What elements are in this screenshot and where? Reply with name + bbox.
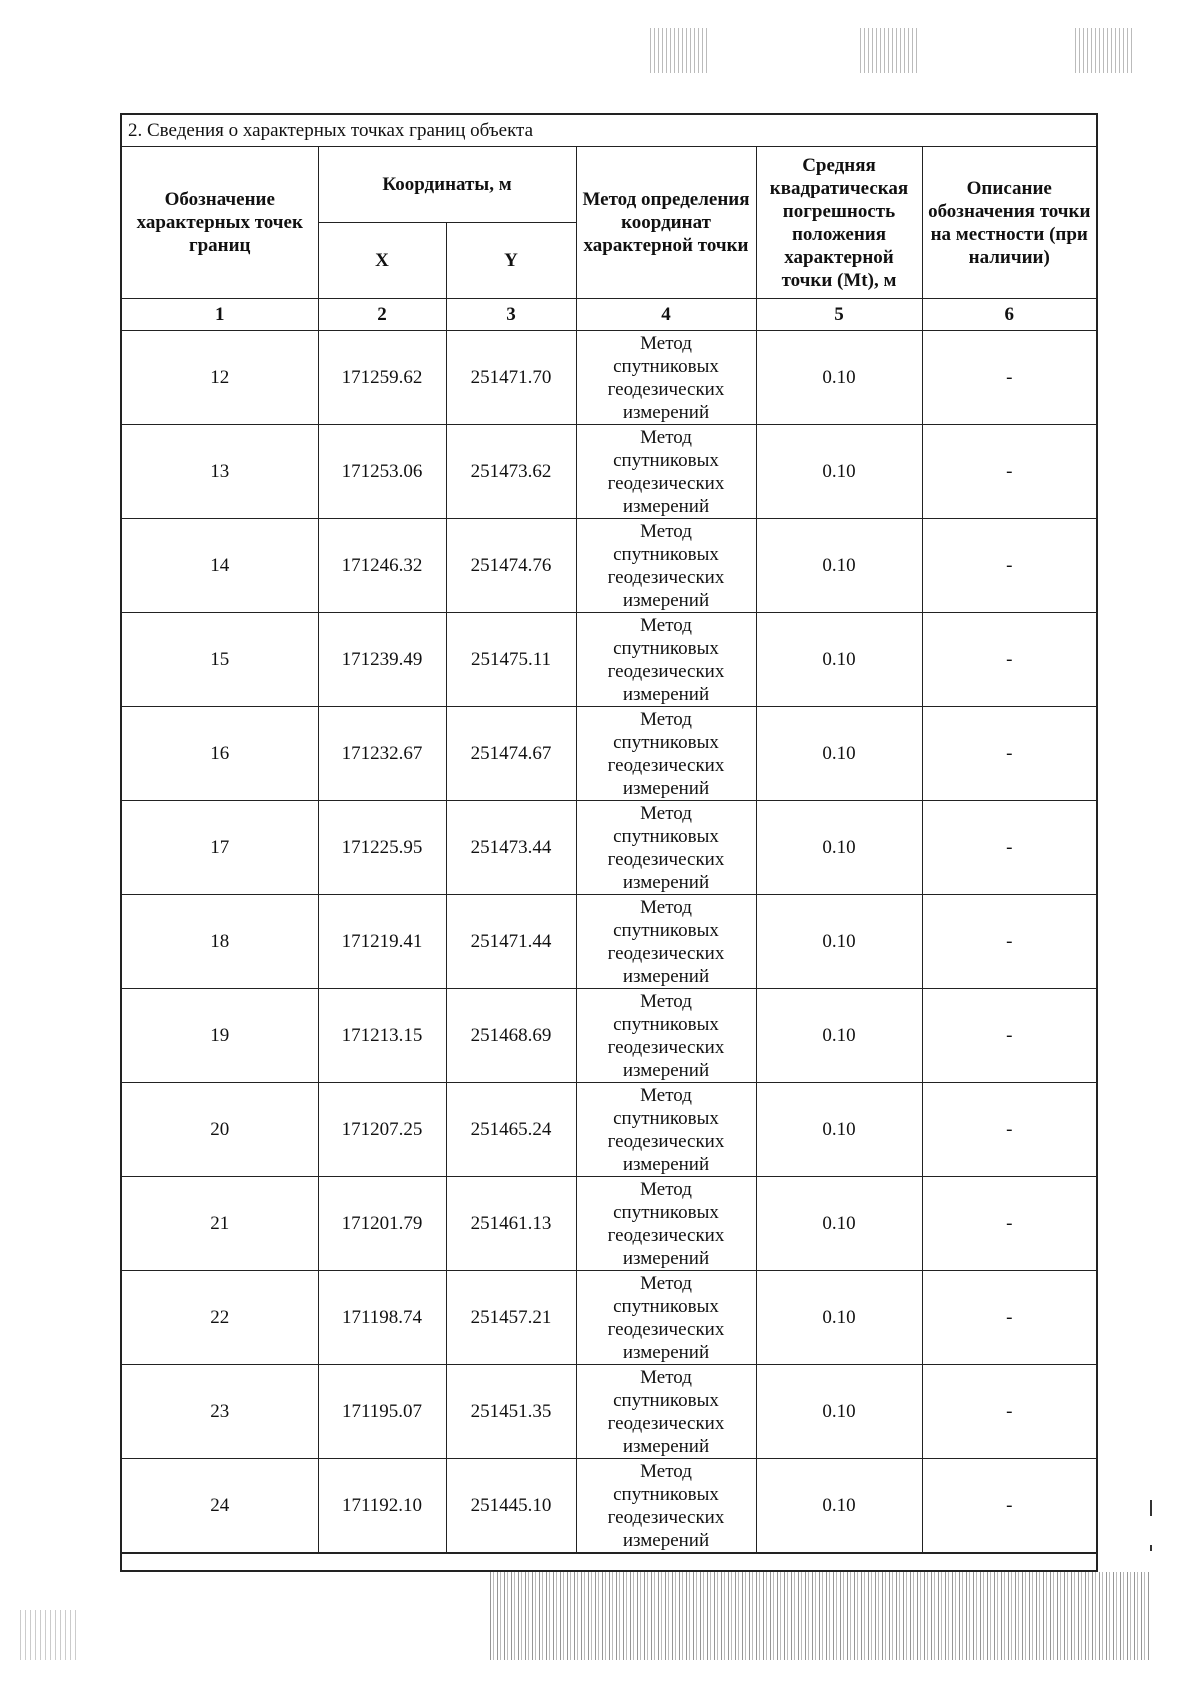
coord-y: 251473.44 xyxy=(446,801,576,895)
description-cell: - xyxy=(922,1271,1096,1365)
coord-y: 251474.76 xyxy=(446,519,576,613)
column-number-row xyxy=(122,299,1096,331)
coord-y: 251471.70 xyxy=(446,331,576,425)
coord-x: 171259.62 xyxy=(318,331,446,425)
coord-x: 171192.10 xyxy=(318,1459,446,1553)
coord-y: 251461.13 xyxy=(446,1177,576,1271)
point-id: 19 xyxy=(122,989,318,1083)
header-coordinates: Координаты, м xyxy=(318,147,576,223)
method-cell: Метод спутниковых геодезических измерений xyxy=(576,519,756,613)
header-y: Y xyxy=(446,223,576,299)
coord-y: 251451.35 xyxy=(446,1365,576,1459)
method-cell: Метод спутниковых геодезических измерений xyxy=(576,425,756,519)
table-row xyxy=(122,895,1096,989)
column-number: 2 xyxy=(318,299,446,331)
description-cell: - xyxy=(922,1083,1096,1177)
column-number: 5 xyxy=(756,299,922,331)
coord-y: 251471.44 xyxy=(446,895,576,989)
column-number: 4 xyxy=(576,299,756,331)
header-error: Средняя квадратическая погрешность положения характерной точки (Mt), м xyxy=(756,147,922,299)
error-cell: 0.10 xyxy=(756,425,922,519)
table-row xyxy=(122,331,1096,425)
column-number: 6 xyxy=(922,299,1096,331)
method-cell: Метод спутниковых геодезических измерений xyxy=(576,895,756,989)
coord-x: 171213.15 xyxy=(318,989,446,1083)
method-cell: Метод спутниковых геодезических измерений xyxy=(576,1271,756,1365)
method-cell: Метод спутниковых геодезических измерений xyxy=(576,1177,756,1271)
header-x: X xyxy=(318,223,446,299)
table-row xyxy=(122,989,1096,1083)
error-cell: 0.10 xyxy=(756,1459,922,1553)
scan-artifact xyxy=(490,1572,1150,1660)
coord-y: 251473.62 xyxy=(446,425,576,519)
table-row xyxy=(122,1177,1096,1271)
description-cell: - xyxy=(922,1459,1096,1553)
description-cell: - xyxy=(922,801,1096,895)
error-cell: 0.10 xyxy=(756,331,922,425)
error-cell: 0.10 xyxy=(756,895,922,989)
column-number: 3 xyxy=(446,299,576,331)
description-cell: - xyxy=(922,707,1096,801)
table-row xyxy=(122,707,1096,801)
coord-y: 251474.67 xyxy=(446,707,576,801)
method-cell: Метод спутниковых геодезических измерений xyxy=(576,801,756,895)
coord-x: 171253.06 xyxy=(318,425,446,519)
error-cell: 0.10 xyxy=(756,613,922,707)
coord-x: 171198.74 xyxy=(318,1271,446,1365)
point-id: 15 xyxy=(122,613,318,707)
error-cell: 0.10 xyxy=(756,1365,922,1459)
header-method: Метод определения координат характерной точки xyxy=(576,147,756,299)
coord-x: 171195.07 xyxy=(318,1365,446,1459)
method-cell: Метод спутниковых геодезических измерений xyxy=(576,989,756,1083)
coord-x: 171239.49 xyxy=(318,613,446,707)
point-id: 16 xyxy=(122,707,318,801)
section-title: 2. Сведения о характерных точках границ объекта xyxy=(122,115,1096,147)
column-number: 1 xyxy=(122,299,318,331)
point-id: 13 xyxy=(122,425,318,519)
header-description: Описание обозначения точки на местности (при наличии) xyxy=(922,147,1096,299)
scan-artifact xyxy=(1150,1500,1152,1516)
description-cell: - xyxy=(922,425,1096,519)
coord-y: 251465.24 xyxy=(446,1083,576,1177)
table-row xyxy=(122,801,1096,895)
description-cell: - xyxy=(922,613,1096,707)
method-cell: Метод спутниковых геодезических измерений xyxy=(576,613,756,707)
error-cell: 0.10 xyxy=(756,801,922,895)
method-cell: Метод спутниковых геодезических измерений xyxy=(576,331,756,425)
coord-x: 171201.79 xyxy=(318,1177,446,1271)
scan-artifact xyxy=(20,1610,80,1660)
point-id: 17 xyxy=(122,801,318,895)
table-row xyxy=(122,425,1096,519)
point-id: 20 xyxy=(122,1083,318,1177)
error-cell: 0.10 xyxy=(756,1083,922,1177)
table-row xyxy=(122,1083,1096,1177)
coord-x: 171207.25 xyxy=(318,1083,446,1177)
scan-artifact xyxy=(1075,28,1135,73)
coord-y: 251457.21 xyxy=(446,1271,576,1365)
coord-x: 171219.41 xyxy=(318,895,446,989)
header-point-designation: Обозначение характерных точек границ xyxy=(122,147,318,299)
description-cell: - xyxy=(922,331,1096,425)
error-cell: 0.10 xyxy=(756,989,922,1083)
method-cell: Метод спутниковых геодезических измерений xyxy=(576,1459,756,1553)
table-row xyxy=(122,1271,1096,1365)
method-cell: Метод спутниковых геодезических измерений xyxy=(576,1083,756,1177)
description-cell: - xyxy=(922,519,1096,613)
table-row xyxy=(122,613,1096,707)
scan-artifact xyxy=(860,28,920,73)
coord-x: 171246.32 xyxy=(318,519,446,613)
table-row xyxy=(122,1365,1096,1459)
point-id: 21 xyxy=(122,1177,318,1271)
table-row xyxy=(122,1459,1096,1553)
description-cell: - xyxy=(922,1365,1096,1459)
method-cell: Метод спутниковых геодезических измерений xyxy=(576,1365,756,1459)
description-cell: - xyxy=(922,989,1096,1083)
point-id: 23 xyxy=(122,1365,318,1459)
boundary-points-sheet xyxy=(120,113,1098,1572)
coord-x: 171225.95 xyxy=(318,801,446,895)
point-id: 12 xyxy=(122,331,318,425)
error-cell: 0.10 xyxy=(756,519,922,613)
description-cell: - xyxy=(922,895,1096,989)
table-bottom-strip xyxy=(122,1553,1096,1570)
point-id: 14 xyxy=(122,519,318,613)
point-id: 22 xyxy=(122,1271,318,1365)
description-cell: - xyxy=(922,1177,1096,1271)
scan-artifact xyxy=(650,28,710,73)
coord-y: 251475.11 xyxy=(446,613,576,707)
point-id: 24 xyxy=(122,1459,318,1553)
error-cell: 0.10 xyxy=(756,707,922,801)
method-cell: Метод спутниковых геодезических измерений xyxy=(576,707,756,801)
error-cell: 0.10 xyxy=(756,1177,922,1271)
coord-x: 171232.67 xyxy=(318,707,446,801)
coord-y: 251445.10 xyxy=(446,1459,576,1553)
scan-artifact xyxy=(1150,1545,1152,1551)
table-row xyxy=(122,519,1096,613)
boundary-points-table xyxy=(122,147,1096,1553)
coord-y: 251468.69 xyxy=(446,989,576,1083)
error-cell: 0.10 xyxy=(756,1271,922,1365)
point-id: 18 xyxy=(122,895,318,989)
